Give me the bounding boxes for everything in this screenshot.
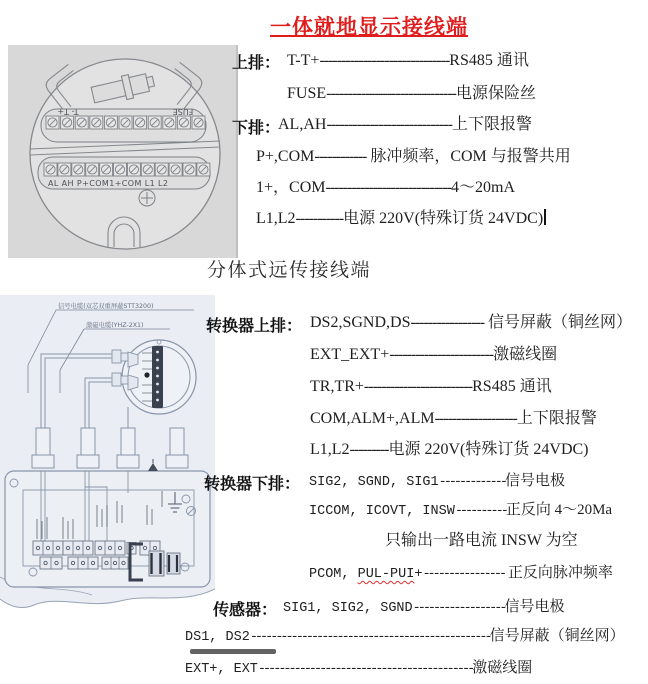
wiring-line-1com: 1+，COM-----------------------------4～20mA [256,179,516,196]
sensor-label: 传感器： [213,602,278,619]
upper-strip-label-tt: T- T+ [57,107,79,116]
wiring-line-l1l2: L1,L2-----------电源 220V(特殊订货 24VDC) [256,209,546,228]
wiring-line-ext2: EXT+, EXT------------------------------------------激磁线圈 [185,660,533,677]
upper-row-label: 上排： [232,55,281,72]
upper-strip-label-fuse: FUSE [172,107,194,116]
text-cursor [544,209,546,225]
center-screw-icon [139,190,155,206]
excitation-cable-callout: 激磁电缆(YHZ-2X1) [86,322,144,329]
wiring-line-pul: PCOM, PUL-PUI+---------------- 正反向脉冲频率 [309,565,613,582]
wiring-line-l1l2-2: L1,L2---------电源 220V(特殊订货 24VDC) [310,441,589,458]
lower-row-label: 下排： [232,120,281,137]
converter-top-label: 转换器上排： [206,318,303,335]
scan-artifact [190,649,276,654]
wiring-line-ds1: DS1, DS2-----------------------------------------------信号屏蔽（铜丝网） [185,628,625,645]
upper-terminals [46,116,205,129]
wiring-line-sig2: SIG2, SGND, SIG1-------------信号电极 [309,473,565,490]
remote-terminal-diagram [0,295,215,625]
note-line-insw: 只输出一路电流 INSW 为空 [385,532,578,549]
integrated-terminal-diagram [8,45,238,258]
spellcheck-underlined-text: PUL-PUI [357,567,415,582]
wiring-line-alm: COM,ALM+,ALM-------------------上下限报警 [310,410,597,427]
section2-title: 分体式远传接线端 [207,260,372,281]
wiring-line-ds2: DS2,SGND,DS----------------- 信号屏蔽（铜丝网） [310,314,633,331]
wiring-line-alah: AL,AH-----------------------------上下限报警 [278,116,532,133]
converter-bottom-label: 转换器下排： [204,476,301,493]
wiring-line-pcom: P+,COM------------ 脉冲频率，COM 与报警共用 [256,148,571,165]
wiring-line-tr: TR,TR+-------------------------RS485 通讯 [310,378,552,395]
wiring-line-fuse: FUSE------------------------------电源保险丝 [287,85,536,102]
junction-box [5,459,210,587]
wiring-line-tt: T-T+------------------------------RS485 通讯 [287,52,529,69]
wiring-line-sig1: SIG1, SIG2, SGND------------------信号电极 [283,599,565,616]
lower-strip-label: AL AH P+COM1+COM L1 L2 [48,179,169,188]
lower-terminals [44,163,210,176]
signal-cable-callout: 信号电缆(双芯双重屏蔽STT3200) [58,303,154,310]
wiring-line-iccom: ICCOM, ICOVT, INSW----------正反向 4～20Ma [309,502,613,519]
wiring-line-ext: EXT_EXT+------------------------激磁线圈 [310,346,558,363]
page-title: 一体就地显示接线端 [270,15,468,39]
